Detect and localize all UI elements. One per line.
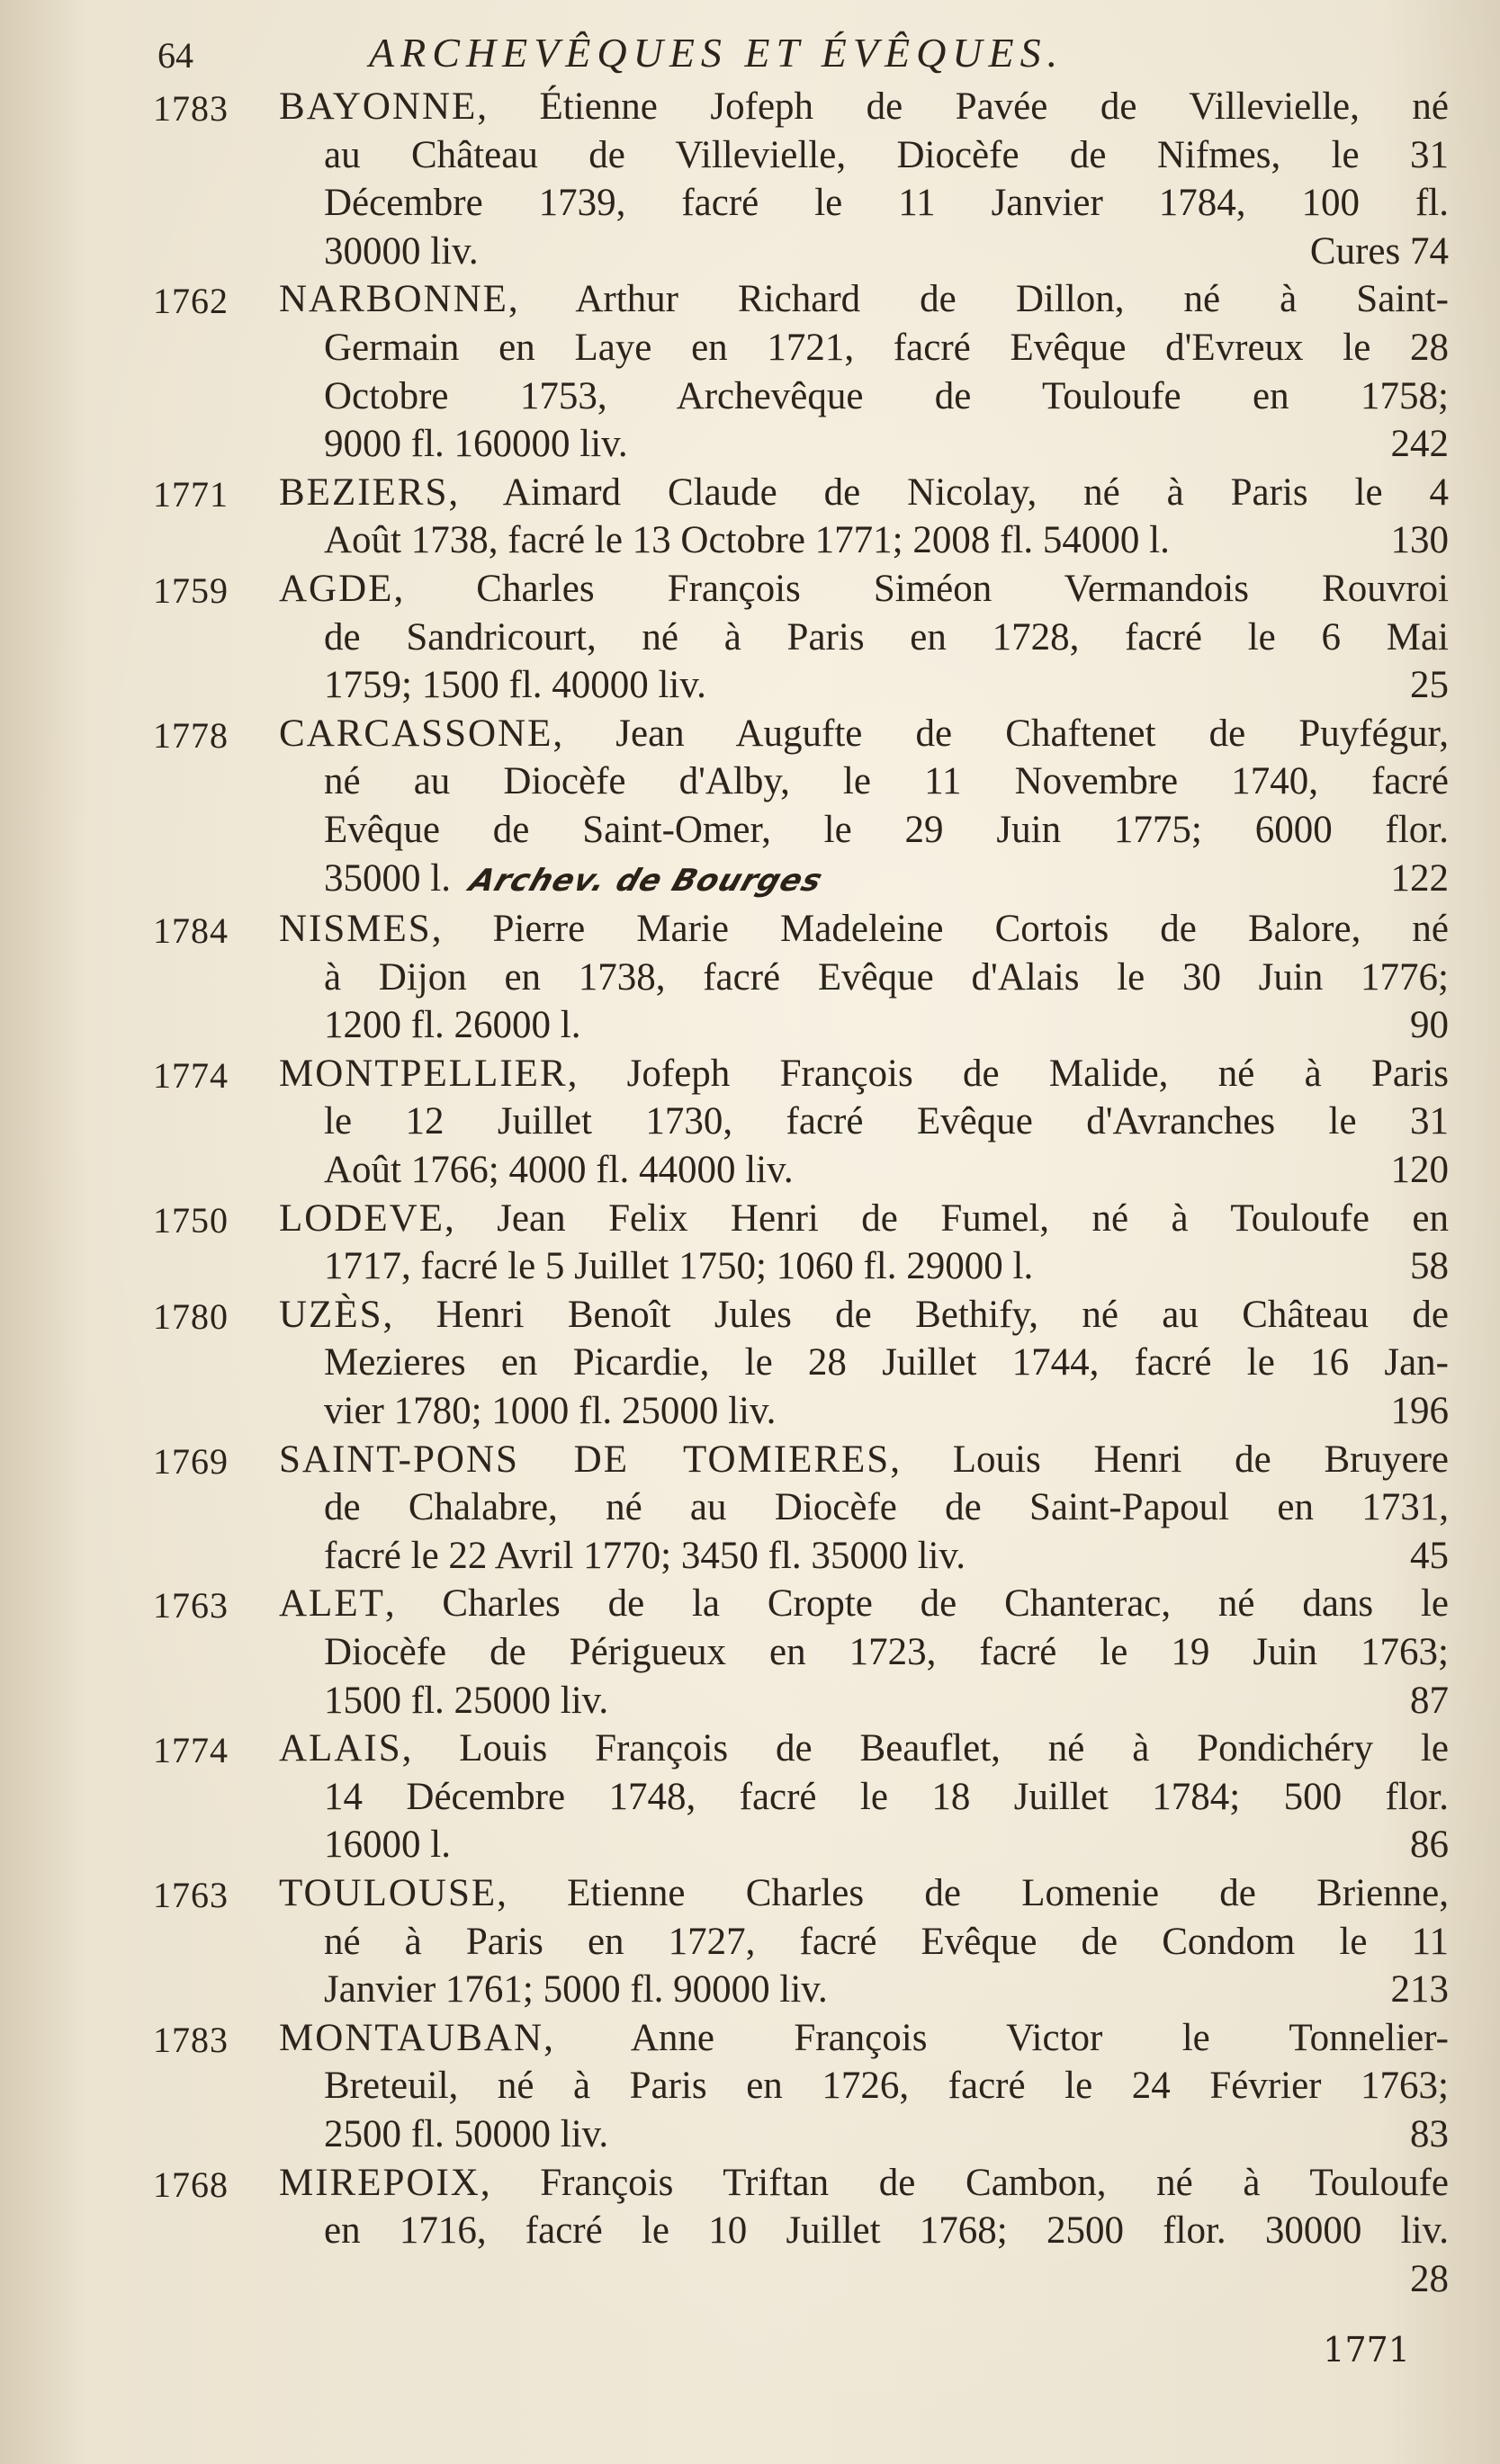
entry-last-line: [279, 1821, 1449, 1869]
bishop-text: , Aimard Claude de Nicolay, né à Paris le 4: [448, 470, 1449, 514]
diocese-name: MIREPOIX: [279, 2161, 481, 2204]
entry-last-line: [279, 1001, 1449, 1050]
entry-last-line: [279, 855, 1449, 906]
entry-line: Mezieres en Picardie, le 28 Juillet 1744, facré le 16 Jan-: [324, 1341, 1449, 1384]
page-number: 64: [157, 35, 193, 76]
revenue-detail: Août 1738, facré le 13 Octobre 1771; 2008 fl. 54000 l.: [324, 519, 1170, 562]
bishop-text: , Pierre Marie Madeleine Cortois de Balore, né: [431, 908, 1449, 951]
entry-first-line: [279, 710, 1449, 758]
revenue-detail: 30000 liv.: [324, 229, 479, 273]
entry-year: 1783: [153, 88, 229, 129]
diocese-name: TOULOUSE: [279, 1871, 498, 1914]
diocese-name: BAYONNE: [279, 85, 478, 128]
page-reference: 130: [1390, 519, 1449, 562]
entry-first-line: [279, 1869, 1449, 1918]
diocese-entry: [153, 1580, 1449, 1725]
diocese-name: CARCASSONE: [279, 712, 553, 755]
entry-last-line: [279, 1387, 1449, 1436]
revenue-detail: 1717, facré le 5 Juillet 1750; 1060 fl. 29000 l.: [324, 1245, 1034, 1288]
revenue-detail: 1759; 1500 fl. 40000 liv.: [324, 664, 706, 707]
bishop-text: , Louis Henri de Bruyere: [890, 1438, 1449, 1481]
bishop-text: , Jean Felix Henri de Fumel, né à Touloufe en: [444, 1196, 1449, 1240]
entry-line: Diocèfe de Périgueux en 1723, facré le 19 Juin 1763;: [324, 1631, 1449, 1673]
entry-last-line: [279, 661, 1449, 710]
entry-last-line: [279, 2110, 1449, 2159]
bishop-text: , Charles de la Cropte de Chanterac, né dans le: [384, 1582, 1449, 1626]
entry-line: au Château de Villevielle, Diocèfe de Nifmes, le 31: [324, 133, 1449, 176]
bishop-text: , Henri Benoît Jules de Bethify, né au Château de: [382, 1293, 1449, 1336]
entry-first-line: [279, 1050, 1449, 1098]
entry-line: de Sandricourt, né à Paris en 1728, facré le 6 Mai: [324, 615, 1449, 659]
entry-year: 1774: [153, 1054, 229, 1096]
entry-first-line: [279, 2159, 1449, 2208]
entry-year: 1780: [153, 1295, 229, 1337]
entry-year: 1783: [153, 2019, 229, 2060]
entry-line: de Chalabre, né au Diocèfe de Saint-Papoul en 1731,: [324, 1486, 1449, 1529]
diocese-name: UZÈS: [279, 1293, 383, 1336]
entry-year: 1784: [153, 910, 229, 952]
entry-line: Octobre 1753, Archevêque de Touloufe en 1758;: [324, 374, 1449, 417]
entry-year: 1763: [153, 1874, 229, 1915]
diocese-entry: [153, 469, 1449, 565]
diocese-name: MONTPELLIER: [279, 1052, 568, 1095]
page-reference: Cures 74: [1309, 229, 1449, 273]
entry-last-line: [279, 420, 1449, 469]
bishop-text: , Jean Augufte de Chaftenet de Puyfégur,: [552, 712, 1449, 755]
page-reference: 90: [1410, 1004, 1449, 1047]
diocese-entry: [153, 565, 1449, 710]
entry-first-line: [279, 2014, 1449, 2063]
diocese-name: ALAIS: [279, 1727, 402, 1770]
diocese-name: MONTAUBAN: [279, 2016, 544, 2059]
page-reference: 25: [1410, 664, 1449, 707]
entry-first-line: [279, 905, 1449, 954]
entry-first-line: [279, 1436, 1449, 1484]
entry-first-line: [279, 83, 1449, 131]
catchword: 1771: [1323, 2330, 1410, 2370]
entry-line: à Dijon en 1738, facré Evêque d'Alais le 30 Juin 1776;: [324, 955, 1449, 999]
diocese-name: BEZIERS: [279, 470, 449, 514]
diocese-entry: [153, 2159, 1449, 2304]
bishop-text: , Étienne Jofeph de Pavée de Villevielle, né: [477, 85, 1449, 128]
entry-last-line: [279, 1966, 1449, 2014]
page-reference: 242: [1390, 423, 1449, 466]
page-reference: 58: [1410, 1245, 1449, 1288]
diocese-entry: [153, 2014, 1449, 2159]
page-reference: 122: [1390, 856, 1449, 900]
bishop-text: , Anne François Victor le Tonnelier-: [543, 2016, 1449, 2059]
entry-year: 1759: [153, 569, 229, 611]
entry-line: le 12 Juillet 1730, facré Evêque d'Avranches le 31: [324, 1100, 1449, 1143]
entry-line: Décembre 1739, facré le 11 Janvier 1784, 100 fl.: [324, 182, 1449, 225]
page-reference: 28: [1410, 2257, 1449, 2300]
bishop-text: , Jofeph François de Malide, né à Paris: [567, 1052, 1449, 1095]
bishop-text: , Charles François Siméon Vermandois Rouvroi: [393, 567, 1449, 610]
bishop-text: , Arthur Richard de Dillon, né à Saint-: [507, 278, 1449, 321]
entry-year: 1762: [153, 281, 229, 322]
page-reference: 87: [1410, 1679, 1449, 1722]
page-reference: 120: [1390, 1149, 1449, 1192]
entry-last-line: [279, 1532, 1449, 1581]
diocese-entry: [153, 1725, 1449, 1869]
diocese-entry: [153, 1050, 1449, 1195]
revenue-detail: 2500 fl. 50000 liv.: [324, 2112, 609, 2155]
diocese-entry: [153, 905, 1449, 1050]
entry-first-line: [279, 1291, 1449, 1340]
running-head: ARCHEVÊQUES ET ÉVÊQUES.: [369, 30, 1064, 76]
revenue-detail: 9000 fl. 160000 liv.: [324, 423, 628, 466]
bishop-text: , Louis François de Beauflet, né à Pondichéry le: [401, 1727, 1449, 1770]
diocese-name: NARBONNE: [279, 278, 508, 321]
entry-line: en 1716, facré le 10 Juillet 1768; 2500 flor. 30000 liv.: [324, 2209, 1449, 2253]
revenue-detail: 1500 fl. 25000 liv.: [324, 1679, 609, 1722]
diocese-entry: [153, 1869, 1449, 2014]
diocese-name: LODEVE: [279, 1196, 445, 1240]
bishop-text: , François Triftan de Cambon, né à Touloufe: [480, 2161, 1449, 2204]
diocese-entry: [153, 275, 1449, 468]
entry-last-line: [279, 1242, 1449, 1291]
diocese-entry: [153, 83, 1449, 275]
handwritten-note: Archev. de Bourges: [464, 862, 828, 899]
revenue-detail: Août 1766; 4000 fl. 44000 liv.: [324, 1149, 794, 1192]
diocese-entry: [153, 1436, 1449, 1581]
revenue-detail: facré le 22 Avril 1770; 3450 fl. 35000 liv.: [324, 1534, 966, 1577]
diocese-entry: [153, 1291, 1449, 1436]
entry-last-line: [279, 1146, 1449, 1195]
entry-last-line: [279, 228, 1449, 276]
entry-line: 14 Décembre 1748, facré le 18 Juillet 1784; 500 flor.: [324, 1775, 1449, 1818]
revenue-detail: Janvier 1761; 5000 fl. 90000 liv.: [324, 1968, 828, 2012]
diocese-entry: [153, 1195, 1449, 1291]
entry-last-line: [279, 1677, 1449, 1725]
entry-year: 1750: [153, 1199, 229, 1241]
entry-line: Evêque de Saint-Omer, le 29 Juin 1775; 6000 flor.: [324, 808, 1449, 851]
entry-first-line: [279, 1580, 1449, 1628]
entry-year: 1778: [153, 714, 229, 756]
entry-year: 1774: [153, 1730, 229, 1771]
entry-first-line: [279, 1195, 1449, 1243]
entry-first-line: [279, 275, 1449, 324]
page-reference: 45: [1410, 1534, 1449, 1577]
revenue-detail: 1200 fl. 26000 l.: [324, 1004, 581, 1047]
entry-last-line: [279, 516, 1449, 565]
revenue-detail: 35000 l.: [324, 856, 451, 900]
entry-year: 1768: [153, 2164, 229, 2205]
diocese-list: [153, 83, 1449, 2303]
diocese-name: ALET: [279, 1582, 385, 1626]
entry-first-line: [279, 469, 1449, 517]
entry-year: 1769: [153, 1440, 229, 1482]
entry-first-line: [279, 1725, 1449, 1773]
revenue-detail: vier 1780; 1000 fl. 25000 liv.: [324, 1390, 777, 1433]
diocese-entry: [153, 710, 1449, 905]
page-reference: 196: [1390, 1390, 1449, 1433]
page-header: [153, 25, 1458, 88]
entry-year: 1771: [153, 473, 229, 515]
diocese-name: AGDE: [279, 567, 394, 610]
entry-line: Breteuil, né à Paris en 1726, facré le 24 Février 1763;: [324, 2065, 1449, 2108]
diocese-name: NISMES: [279, 908, 432, 951]
entry-line: né au Diocèfe d'Alby, le 11 Novembre 1740, facré: [324, 760, 1449, 803]
entry-line: né à Paris en 1727, facré Evêque de Condom le 11: [324, 1920, 1449, 1963]
revenue-detail: 16000 l.: [324, 1823, 451, 1867]
page-reference: 213: [1390, 1968, 1449, 2012]
page-reference: 83: [1410, 2112, 1449, 2155]
entry-line: Germain en Laye en 1721, facré Evêque d'Evreux le 28: [324, 326, 1449, 369]
entry-year: 1763: [153, 1585, 229, 1626]
page-reference: 86: [1410, 1823, 1449, 1867]
diocese-name: SAINT-PONS DE TOMIERES: [279, 1438, 891, 1481]
bishop-text: , Etienne Charles de Lomenie de Brienne,: [497, 1871, 1449, 1914]
entry-first-line: [279, 565, 1449, 614]
